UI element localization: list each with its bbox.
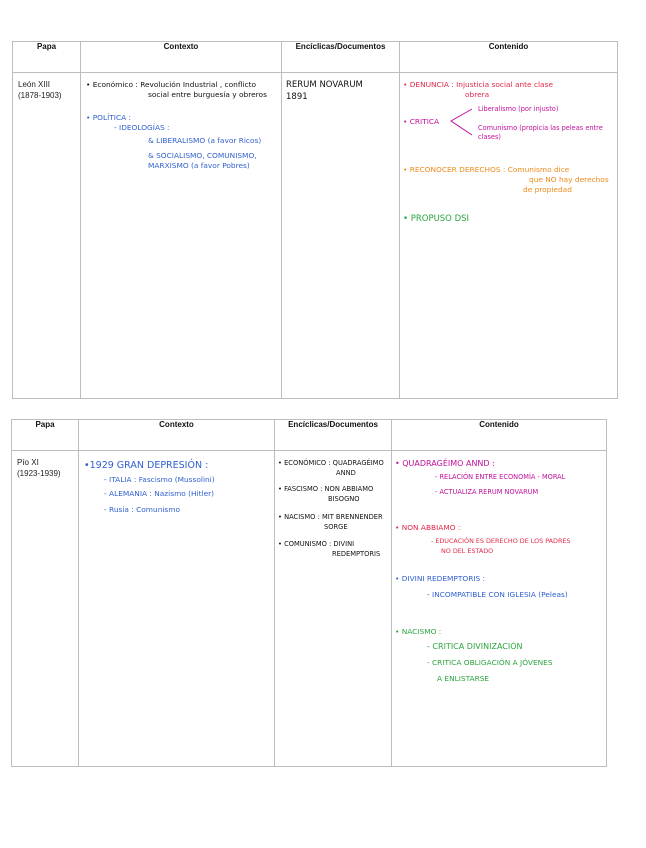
nacismo-item-1: - CRITICA DIVINIZACIÓN bbox=[427, 642, 523, 651]
divini-item-1: - INCOMPATIBLE CON IGLESIA (Peleas) bbox=[427, 590, 568, 599]
papa-name: Pío XI bbox=[17, 458, 39, 467]
header-contenido: Contenido bbox=[392, 420, 607, 451]
reconocer-text-cont2: de propiedad bbox=[523, 185, 572, 194]
enciclica-name: RERUM NOVARUM bbox=[286, 80, 363, 90]
economico-enciclica-cont: ANND bbox=[336, 468, 356, 477]
table-row bbox=[12, 451, 607, 767]
comunismo-enciclica-cont: REDEMPTORIS bbox=[332, 549, 381, 558]
papa-years: (1923-1939) bbox=[17, 469, 61, 478]
economico-enciclica: • ECONÓMICO : QUADRAGÉIMO bbox=[278, 459, 384, 467]
critica-liberalismo: Liberalismo (por injusto) bbox=[478, 105, 559, 113]
quadragesimo-item-2: - ACTUALIZA RERUM NOVARUM bbox=[435, 488, 539, 496]
alemania-text: - ALEMANIA : Nazismo (Hitler) bbox=[104, 489, 215, 498]
critica-bracket-icon bbox=[448, 107, 474, 137]
critica-text: • CRITICA bbox=[403, 117, 440, 126]
papa-cell bbox=[13, 73, 81, 399]
economico-text: • Económico : Revolución Industrial , conflicto bbox=[86, 80, 257, 89]
header-papa: Papa bbox=[13, 42, 81, 73]
nacismo-item-2: - CRITICA OBLIGACIÓN A JÓVENES bbox=[427, 658, 553, 667]
denuncia-text: • DENUNCIA : Injusticia social ante clase bbox=[403, 80, 553, 89]
table-leon-xiii bbox=[12, 41, 618, 399]
italia-text: - ITALIA : Fascismo (Mussolini) bbox=[104, 475, 215, 484]
ideologias-text: - IDEOLOGÍAS : bbox=[114, 123, 170, 132]
economico-text-cont: social entre burguesía y obreros bbox=[148, 90, 267, 99]
reconocer-text: • RECONOCER DERECHOS : Comunismo dice bbox=[403, 165, 570, 174]
contenido-cell bbox=[400, 73, 618, 399]
divini-text: • DIVINI REDEMPTORIS : bbox=[395, 574, 486, 583]
quadragesimo-item-1: - RELACIÓN ENTRE ECONOMÍA - MORAL bbox=[435, 473, 566, 481]
comunismo-enciclica: • COMUNISMO : DIVINI bbox=[278, 540, 355, 548]
enciclicas-cell bbox=[275, 451, 392, 767]
table-row bbox=[13, 73, 618, 399]
header-contexto: Contexto bbox=[79, 420, 275, 451]
papa-name: León XIII bbox=[18, 80, 51, 89]
quadragesimo-text: • QUADRAGÉIMO ANND : bbox=[395, 459, 495, 468]
table-header-row bbox=[12, 420, 607, 451]
table-pio-xi bbox=[11, 419, 607, 767]
nacismo-enciclica: • NACISMO : MIT BRENNENDER bbox=[278, 513, 383, 521]
non-abbiamo-text: • NON ABBIAMO : bbox=[395, 523, 461, 532]
contexto-cell bbox=[79, 451, 275, 767]
header-papa: Papa bbox=[12, 420, 79, 451]
nacismo-enciclica-cont: SORGE bbox=[324, 522, 348, 531]
denuncia-text-cont: obrera bbox=[465, 90, 490, 99]
papa-years: (1878-1903) bbox=[18, 91, 62, 100]
header-contenido: Contenido bbox=[400, 42, 618, 73]
non-abbiamo-item-1: - EDUCACIÓN ES DERECHO DE LOS PADRES bbox=[431, 537, 571, 545]
contexto-cell bbox=[81, 73, 282, 399]
non-abbiamo-item-2: NO DEL ESTADO bbox=[441, 547, 494, 555]
politica-text: • POLÍTICA : bbox=[86, 113, 132, 122]
liberalismo-text: & LIBERALISMO (a favor Ricos) bbox=[148, 136, 262, 145]
fascismo-enciclica: • FASCISMO : NON ABBIAMO bbox=[278, 485, 374, 493]
contenido-cell bbox=[392, 451, 607, 767]
rusia-text: - Rusia : Comunismo bbox=[104, 505, 180, 514]
enciclicas-cell bbox=[282, 73, 400, 399]
header-enciclicas: Encíclicas/Documentos bbox=[282, 42, 400, 73]
socialismo-text: & SOCIALISMO, COMUNISMO, bbox=[148, 151, 257, 160]
table-header-row bbox=[13, 42, 618, 73]
depresion-text: •1929 GRAN DEPRESIÓN : bbox=[84, 460, 209, 471]
header-enciclicas: Encíclicas/Documentos bbox=[275, 420, 392, 451]
nacismo-item-3: A ENLISTARSE bbox=[437, 674, 490, 683]
critica-comunismo: Comunismo (propicia las peleas entre bbox=[478, 124, 603, 132]
reconocer-text-cont: que NO hay derechos bbox=[529, 175, 609, 184]
header-contexto: Contexto bbox=[81, 42, 282, 73]
critica-comunismo-cont: clases) bbox=[478, 133, 501, 141]
enciclica-year: 1891 bbox=[286, 92, 308, 102]
propuso-text: • PROPUSO DSI bbox=[403, 214, 470, 224]
fascismo-enciclica-cont: BISOGNO bbox=[328, 494, 360, 503]
papa-cell bbox=[12, 451, 79, 767]
nacismo-text: • NACISMO : bbox=[395, 627, 442, 636]
socialismo-text-cont: MARXISMO (a favor Pobres) bbox=[148, 161, 250, 170]
